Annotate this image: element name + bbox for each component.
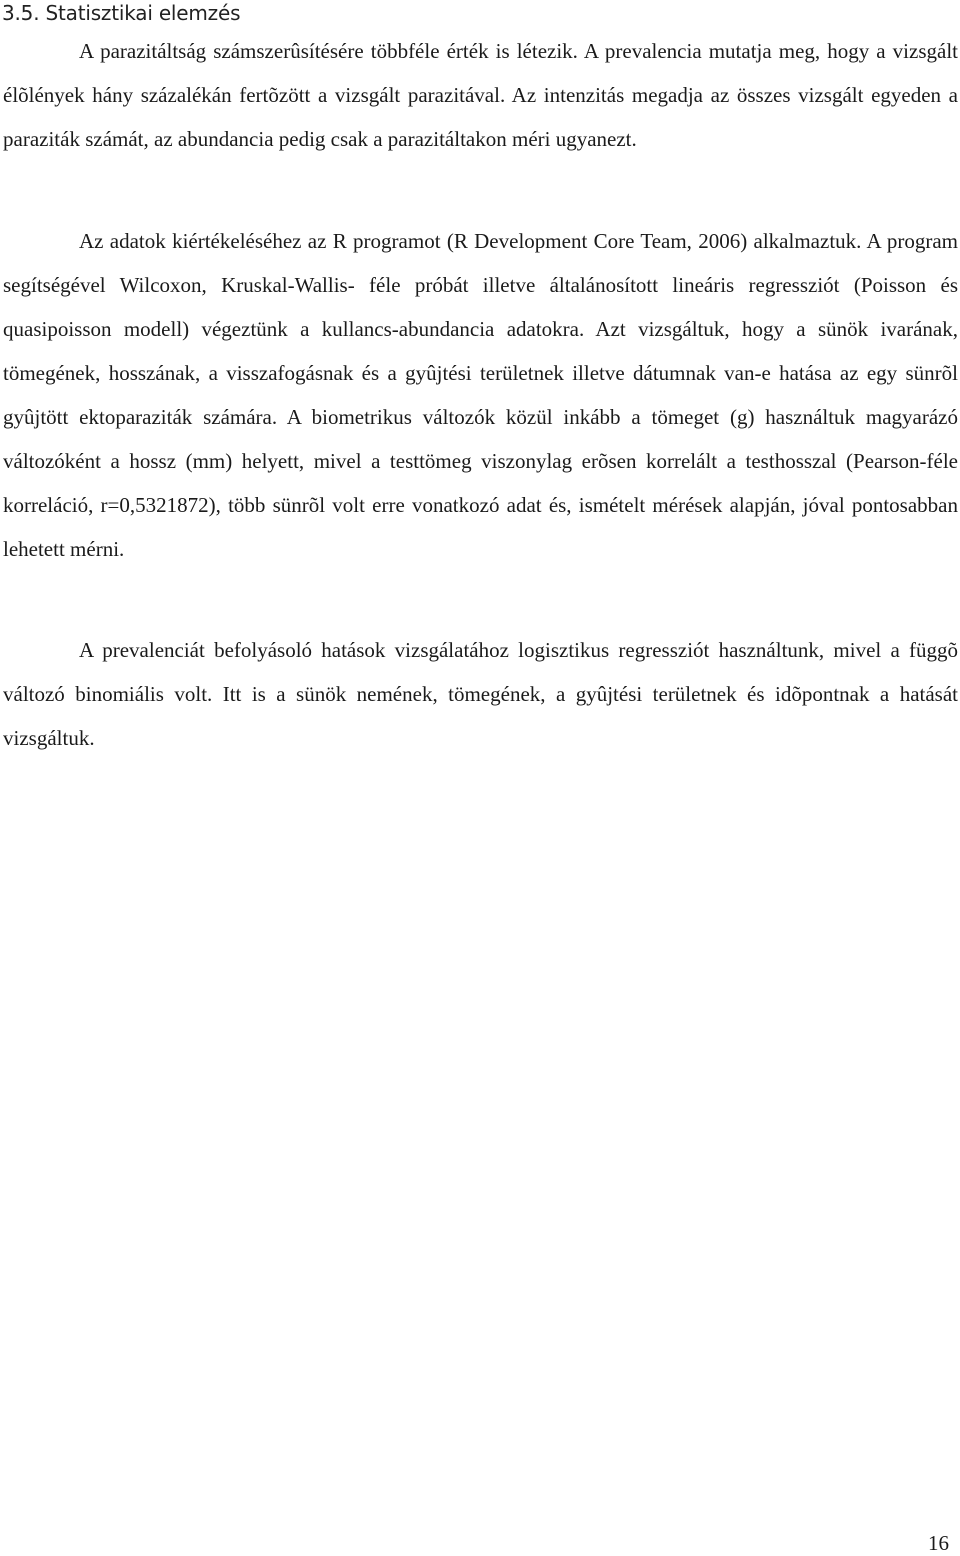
page-number: 16 [928,1531,949,1555]
paragraph-parasite-metrics: A parazitáltság számszerûsítésére többféle érték is létezik. A prevalencia mutatja meg, hogy a vizsgált élõlények hány százalékán fertõzött a vizsgált parazitával. Az intenzitás megadja az összes vizsgált egyeden a paraziták számát, az abundancia pedig csak a parazitáltakon méri ugyanezt. [3,39,958,151]
section-heading: 3.5. Statisztikai elemzés [2,1,241,25]
paragraph-prevalence-analysis: A prevalenciát befolyásoló hatások vizsgálatához logisztikus regressziót használtunk, mivel a függõ változó binomiális volt. Itt is a sünök nemének, tömegének, a gyûjtési területnek és idõpontnak a hatását vizsgáltuk. [3,638,958,750]
paragraph-statistical-methods: Az adatok kiértékeléséhez az R programot (R Development Core Team, 2006) alkalmaztuk. A program segítségével Wilcoxon, Kruskal-Wallis- féle próbát illetve általánosított lineáris regressziót (Poisson és quasipoisson modell) végeztünk a kullancs-abundancia adatokra. Azt vizsgáltuk, hogy a sünök ivarának, tömegének, hosszának, a visszafogásnak és a gyûjtési területnek illetve dátumnak van-e hatása az egy sünrõl gyûjtött ektoparaziták számára. A biometrikus változók közül inkább a tömeget (g) használtuk magyarázó változóként a hossz (mm) helyett, mivel a testtömeg viszonylag erõsen korrelált a testhosszal (Pearson-féle korreláció, r=0,5321872), több sünrõl volt erre vonatkozó adat és, ismételt mérések alapján, jóval pontosabban lehetett mérni. [3,229,958,561]
